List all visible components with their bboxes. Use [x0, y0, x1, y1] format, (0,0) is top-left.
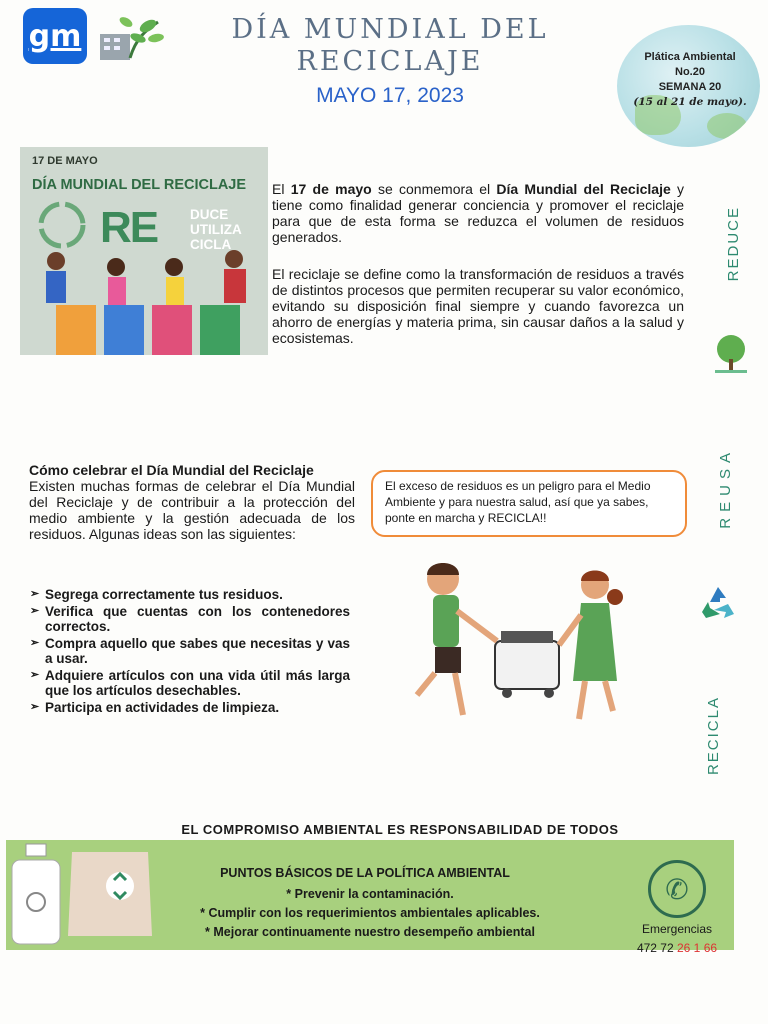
emergency-contact: Emergencias 472 72 26 1 66: [636, 922, 718, 955]
recycle-bag-icon: [64, 838, 156, 938]
recycle-icon: [698, 584, 738, 622]
callout-box: El exceso de residuos es un peligro para el Medio Ambiente y para nuestra salud, así que ya sabes, ponte en marcha y RECICLA!!: [371, 470, 687, 537]
list-item: * Prevenir la contaminación.: [286, 887, 454, 901]
list-item: ➢ Participa en actividades de limpieza.: [30, 700, 350, 716]
list-item: ➢ Segrega correctamente tus residuos.: [30, 587, 350, 603]
commitment-banner: EL COMPROMISO AMBIENTAL ES RESPONSABILIDAD DE TODOS: [181, 822, 619, 837]
bottle-icon: [8, 842, 64, 946]
section-heading: Cómo celebrar el Día Mundial del Reciclaje: [29, 462, 314, 478]
policy-title: PUNTOS BÁSICOS DE LA POLÍTICA AMBIENTAL: [220, 866, 510, 880]
side-label-reduce: REDUCE: [725, 206, 742, 282]
tree-icon: [713, 333, 749, 375]
recycle-icon: [38, 201, 86, 249]
side-label-recicla: RECICLA: [705, 696, 722, 776]
phone-icon: ✆: [648, 860, 706, 918]
policy-list: [160, 885, 580, 942]
list-item: ➢ Compra aquello que sabes que necesitas y vas a usar.: [30, 636, 350, 667]
list-item: ➢ Verifica que cuentas con los contenedores correctos.: [30, 604, 350, 635]
page-title: DÍA MUNDIAL DEL RECICLAJE: [231, 14, 549, 77]
list-item: ➢ Adquiere artículos con una vida útil más larga que los artículos desechables.: [30, 668, 350, 699]
people-with-bins-illustration: [20, 247, 268, 355]
eco-building-logo: [96, 8, 166, 64]
tips-list: [30, 587, 350, 716]
intro-paragraph-2: El reciclaje se define como la transformación de residuos a través de distintos procesos que permiten recuperar su valor económico, evitando su disposición final siempre y cuando favorezca un ahorro de energías y materia prima, sin causar daños a la salud y ecosistemas.: [272, 266, 684, 346]
list-item: * Mejorar continuamente nuestro desempeño ambiental: [205, 925, 535, 939]
gm-logo: gm: [23, 8, 87, 64]
intro-paragraph-1: El 17 de mayo se conmemora el Día Mundial del Reciclaje y tiene como finalidad generar conciencia y promover el reciclaje para que de esta forma se reduzca el volumen de residuos generados.: [272, 181, 685, 245]
event-date: MAYO 17, 2023: [316, 84, 464, 107]
talk-badge: Plática Ambiental No.20 SEMANA 20 (15 al 21 de mayo).: [633, 51, 747, 108]
hero-illustration: 17 DE MAYO DÍA MUNDIAL DEL RECICLAJE RE DUCE UTILIZA CICLA: [20, 147, 268, 355]
how-to-celebrate-section: Cómo celebrar el Día Mundial del Reciclaje Existen muchas formas de celebrar el Día Mundial del Reciclaje y de contribuir a la protección del medio ambiente y la gestión adecuada de los residuos. Algunas ideas son las siguientes:: [29, 462, 355, 542]
side-label-reusa: REUSA: [717, 447, 734, 529]
kids-recycling-illustration: [405, 555, 635, 727]
list-item: * Cumplir con los requerimientos ambientales aplicables.: [200, 906, 540, 920]
